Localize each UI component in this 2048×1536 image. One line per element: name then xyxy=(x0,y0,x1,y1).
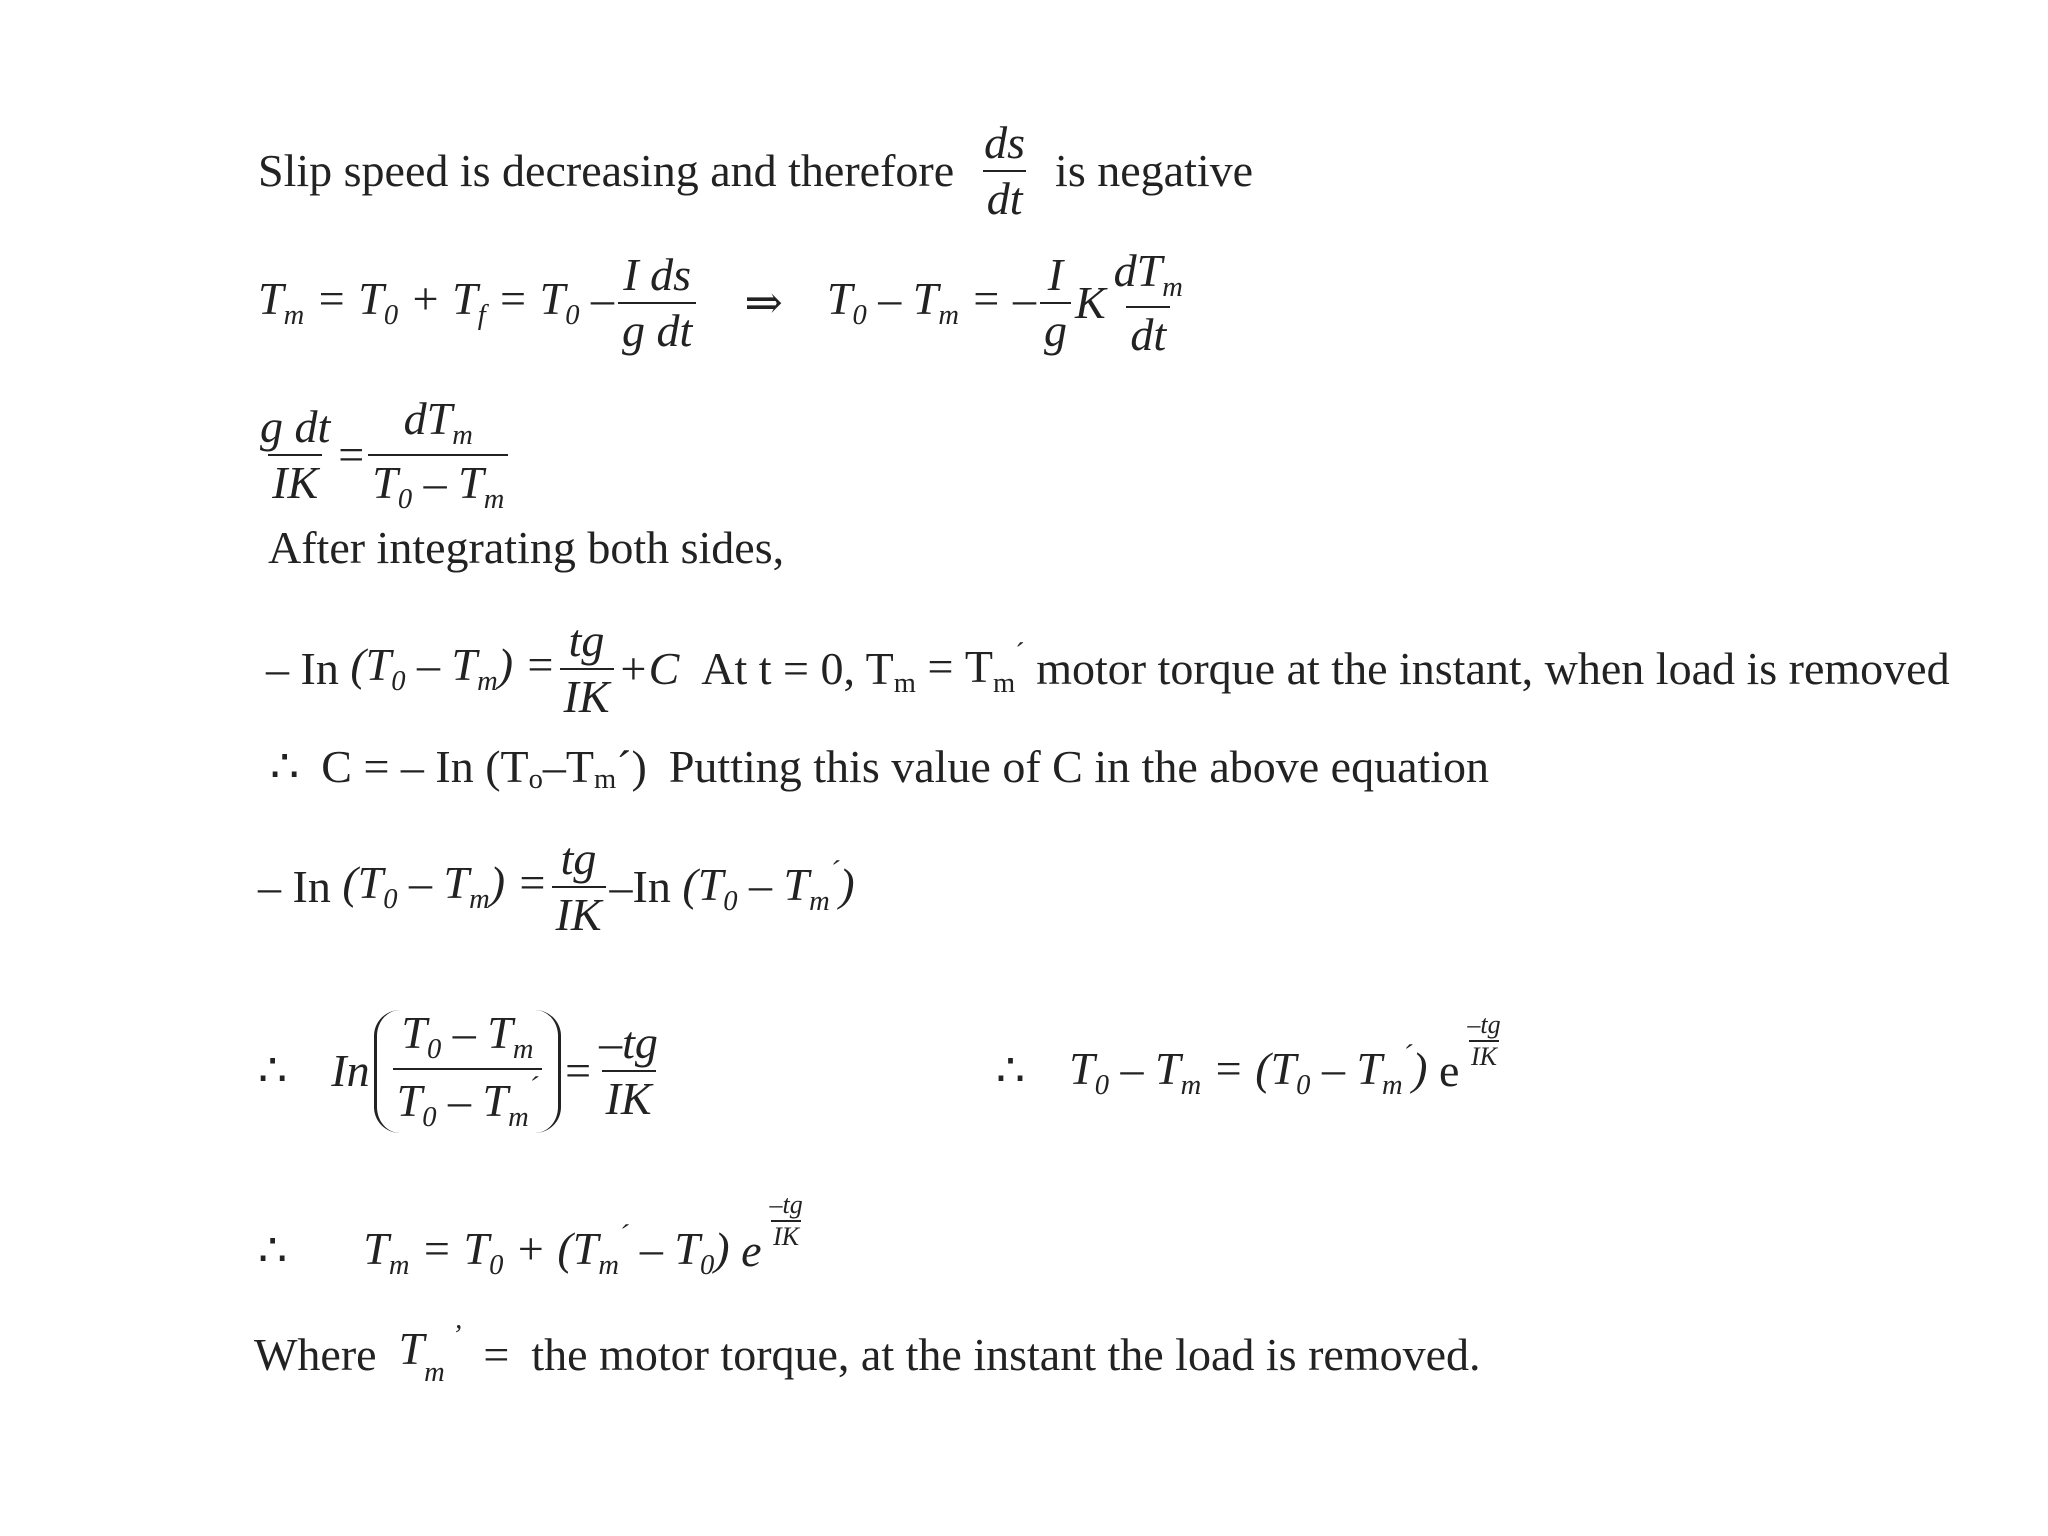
i-g-fraction: $\frac{I}{g}$ xyxy=(1040,252,1071,354)
implies-symbol: ⇒ xyxy=(744,277,783,329)
where-description: the motor torque, at the instant the load is removed. xyxy=(531,1328,1481,1380)
constant-c-line: ∴ C = – In (T $_o$ –T $_m$ ´) Putting this value of C in the above equation xyxy=(270,741,1490,795)
torque-equation: $T_m = T_0 + T_f = T_0$ – $\frac{\text{I ds}}{\text{g dt}}$ ⇒ $T_0 - T_m$ = – $\frac{I}{g}$ K $\frac{dT_m}{dt}$ xyxy=(258,248,1191,358)
i-ds-g-dt-fraction: $\frac{\text{I ds}}{\text{g dt}}$ xyxy=(618,252,696,354)
where-definition: Where $T_m$ ’ = the motor torque, at the instant the load is removed. xyxy=(254,1320,1481,1389)
tg-ik-fraction: $\frac{tg}{IK}$ xyxy=(560,618,614,720)
ds-dt-fraction: $\frac{ds}{dt}$ xyxy=(984,117,1026,224)
negative-text: is negative xyxy=(1055,145,1254,196)
ln-integration-equation: – In $(T_0 - T_m)$ = $\frac{tg}{IK}$ +C At t = 0, T $_m = T_m^´$ motor torque at the instant, when load is removed xyxy=(266,615,1950,722)
final-exponent-fraction: –tg IK xyxy=(769,1190,803,1252)
substituted-equation: – In $(T_0 - T_m)$ = $\frac{tg}{IK}$ –In $(T_0 - T_m^´)$ xyxy=(258,833,855,940)
tg-ik-fraction-2: $\frac{tg}{IK}$ xyxy=(552,836,606,938)
neg-tg-ik-fraction: $\frac{-tg}{IK}$ xyxy=(599,1017,658,1125)
exponent-fraction: –tg IK xyxy=(1467,1010,1501,1072)
putting-text: Putting this value of C in the above equation xyxy=(668,741,1490,793)
g-dt-ik-fraction: $\frac{\text{g dt}}{IK}$ xyxy=(260,401,331,509)
ratio-parentheses: $\frac{T_0 - T_m}{T_0 - T_m^´}$ xyxy=(374,1010,562,1133)
separated-equation: $\frac{\text{g dt}}{IK}$ = $\frac{dT_m}{T_0 - T_m}$ xyxy=(252,396,512,515)
dtm-t0-tm-fraction: $\frac{dT_m}{T_0 - T_m}$ xyxy=(368,396,508,515)
motor-torque-text: motor torque at the instant, when load is removed xyxy=(1036,643,1950,694)
integrating-line: After integrating both sides, xyxy=(268,522,785,573)
final-torque-equation: ∴ $T_m = T_0 + (T_m^´ - T_0)$ e –tg IK xyxy=(258,1190,803,1281)
slip-speed-line xyxy=(258,117,1254,224)
ln-ratio-equation: ∴ In $\frac{T_0 - T_m}{T_0 - T_m^´}$ = $\frac{-tg}{IK}$ ∴ $T_0 - T_m = (T_0 - T_m^´)$ e –tg IK xyxy=(258,1007,1501,1134)
slip-text: Slip speed is decreasing and therefore xyxy=(258,145,955,196)
dtm-dt-fraction: $\frac{dT_m}{dt}$ xyxy=(1113,245,1183,361)
